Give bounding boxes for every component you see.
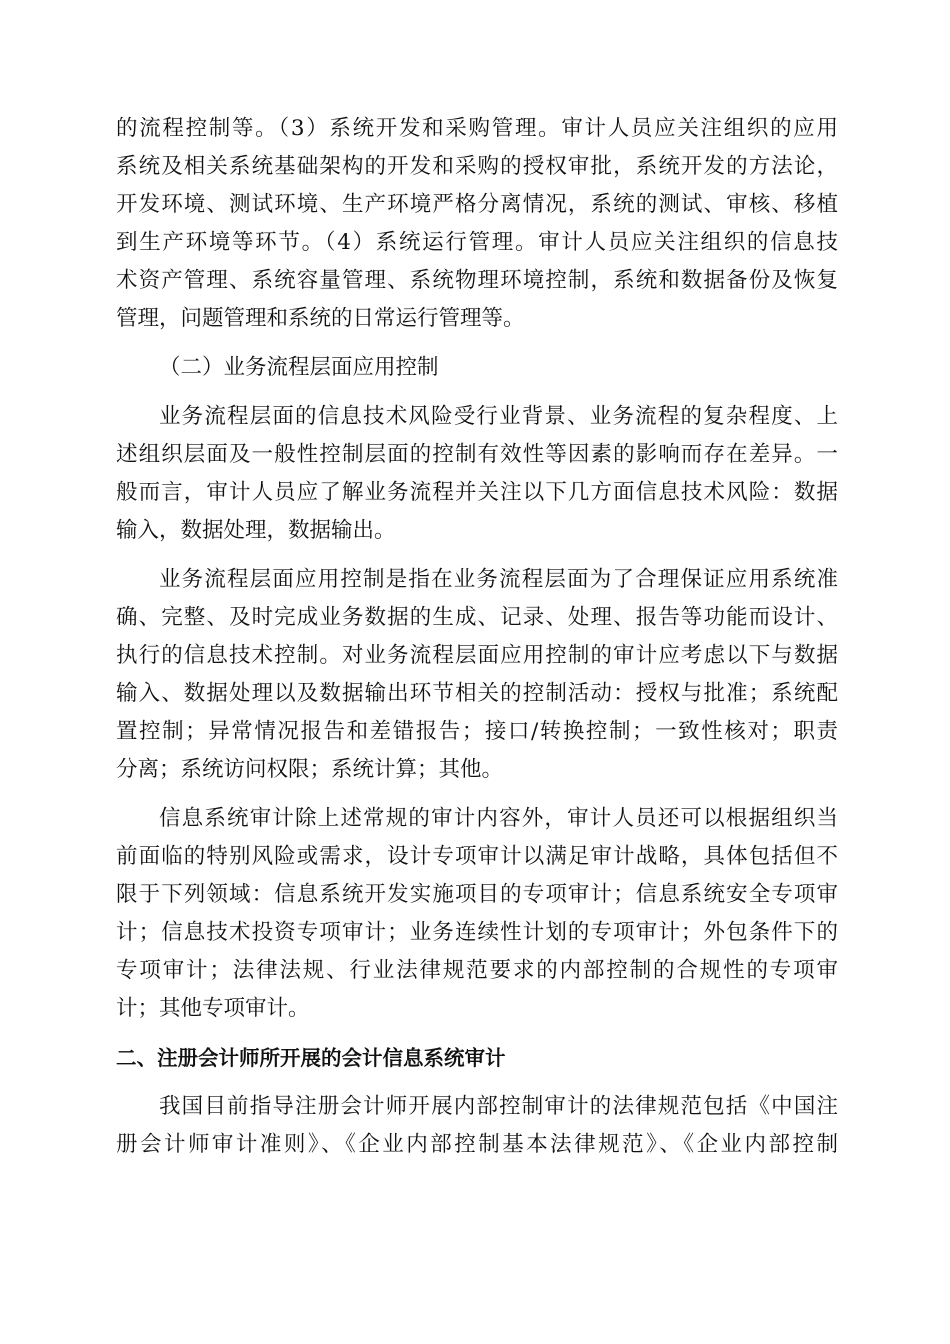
text-line: 般而言，审计人员应了解业务流程并关注以下几方面信息技术风险：数据 <box>116 480 838 505</box>
text-line: 术资产管理、系统容量管理、系统物理环境控制，系统和数据备份及恢复 <box>116 268 838 293</box>
text-line: 执行的信息技术控制。对业务流程层面应用控制的审计应考虑以下与数据 <box>116 643 838 668</box>
text-line: 输入、数据处理以及数据输出环节相关的控制活动：授权与批准；系统配 <box>116 681 838 706</box>
text-line: 限于下列领域：信息系统开发实施项目的专项审计；信息系统安全专项审 <box>116 882 838 907</box>
text-line: 业务流程层面的信息技术风险受行业背景、业务流程的复杂程度、上 <box>159 404 838 429</box>
text-line: 分离；系统访问权限；系统计算；其他。 <box>116 757 504 782</box>
text-line: 确、完整、及时完成业务数据的生成、记录、处理、报告等功能而设计、 <box>116 605 838 630</box>
text-line: 专项审计；法律法规、行业法律规范要求的内部控制的合规性的专项审 <box>116 958 838 983</box>
paragraph-business-risk <box>116 398 838 550</box>
text-line: 述组织层面及一般性控制层面的控制有效性等因素的影响而存在差异。一 <box>116 442 838 467</box>
text-line: 开发环境、测试环境、生产环境严格分离情况，系统的测试、审核、移植 <box>116 192 838 217</box>
text-line: 信息系统审计除上述常规的审计内容外，审计人员还可以根据组织当 <box>159 806 838 831</box>
section-heading: 二、注册会计师所开展的会计信息系统审计 <box>116 1046 506 1070</box>
text-line: 输入，数据处理，数据输出。 <box>116 518 396 543</box>
text-line: 前面临的特别风险或需求，设计专项审计以满足审计战略，具体包括但不 <box>116 844 838 869</box>
document-page <box>116 110 838 1164</box>
paragraph-cpa-regulations <box>116 1088 838 1164</box>
section-subheading: （二）业务流程层面应用控制 <box>159 355 439 380</box>
text-line: 我国目前指导注册会计师开展内部控制审计的法律规范包括《中国注 <box>159 1094 838 1119</box>
text-line: 的流程控制等。（3）系统开发和采购管理。审计人员应关注组织的应用 <box>116 116 838 141</box>
paragraph-system-management <box>116 110 838 338</box>
text-line: 册会计师审计准则》、《企业内部控制基本法律规范》、《企业内部控制 <box>116 1132 838 1157</box>
text-line: 置控制；异常情况报告和差错报告；接口/转换控制；一致性核对；职责 <box>116 719 838 744</box>
text-line: 到生产环境等环节。（4）系统运行管理。审计人员应关注组织的信息技 <box>116 230 838 255</box>
paragraph-special-audit <box>116 800 838 1028</box>
text-line: 系统及相关系统基础架构的开发和采购的授权审批，系统开发的方法论， <box>116 154 838 179</box>
text-line: 计；其他专项审计。 <box>116 996 310 1021</box>
text-line: 业务流程层面应用控制是指在业务流程层面为了合理保证应用系统准 <box>159 567 838 592</box>
text-line: 管理，问题管理和系统的日常运行管理等。 <box>116 306 525 331</box>
paragraph-application-control <box>116 561 838 789</box>
text-line: 计；信息技术投资专项审计；业务连续性计划的专项审计；外包条件下的 <box>116 920 838 945</box>
